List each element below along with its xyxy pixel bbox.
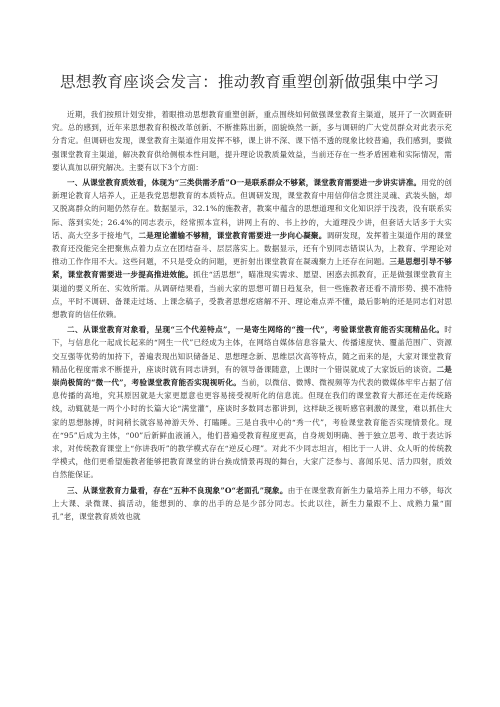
paragraph [52, 176, 452, 321]
bold-text: 一、从课堂教育质效看，体现为“三类供需矛盾”O一是联系群众不够紧，课堂教育需要进一步讲实讲准。 [67, 178, 422, 188]
document-title: 思想教育座谈会发言：推动教育重塑创新做强集中学习 [60, 73, 440, 91]
paragraph [52, 108, 452, 174]
body-text: 抓住“活思想”，瞄准现实需求、愿望、困惑去抓教育，正是做强课堂教育主渠道的要义所在、实效所需。从调研结果看，当前大家的思想可谓日趋复杂，但一些施教者还看不清形势、摸不准特点，平时不调研、备课走过场、上课念稿子，受教者思想疙瘩解不开、理论难点弄不懂，最后影响的还是同志们对思想教育的信任依赖。 [52, 270, 452, 320]
body-text: 当前，以微信、微博、微视频等为代表的微媒体牢牢占据了信息传播的高地，究其原因就是大家更愿意也更容易接受视听化的信息流。但现在我们的课堂教育大都还在走传统路线，动辄就是一两个小时的长篇大论“满堂灌”，座谈时多数同志都讲到，这样缺乏视听感官刺激的课堂，难以抓住大家的思想脉搏，时间稍长就容易神游天外、打瞌睡。三是自我中心的“秀一代”，考验课堂教育能否实现情景化。 [52, 378, 452, 427]
bold-text: 三、从课堂教育力量看，存在“五种不良现象”O“老面孔”现象。 [67, 485, 288, 495]
body-text: 现在“95”后成为主体，“00”后新鲜血液涌入，他们普遍受教育程度更高，自身规划明确、善于独立思考、敢于表达诉求，对传统教育课堂上“你讲我听”的教学模式存在“逆反心理”。对此不少同志坦言，相比于一人讲、众人听的传统教学模式，他们更希望施教者能够把教育课堂的讲台换成情景再现的舞台，大家广泛参与、喜闻乐见、活力四射，质效自然能保证。 [52, 417, 452, 480]
body-text: 近期，我们按照计划安排，着眼推动思想教育重塑创新，重点围绕如何做强课堂教育主渠道，展开了一次调查研究。总的感到，近年来思想教育积极改革创新、不断推陈出新，面貌焕然一新，多与调研的广大党员群众对此表示充分肯定。但调研也发现，课堂教育主渠道作用发挥不够，课上讲不深、课下悟不透的现象比较普遍，我们感到，要做强课堂教育主渠道，解决教育供给侧根本性问题，提升理论说教质量效益，当前还存在一些矛盾困难和实际情况，需要认真加以研究解决。主要有以下3个方面： [52, 110, 452, 172]
body-text: 用党的创新理论教育人培养人，正是我党思想教育的本质特点。但调研发现，课堂教育中用信仰信念贯注灵魂、武装头脑，却又脱离群众的问题仍然存在。数据显示，32.1%的施教者，教案中蕴含的思想道理和文化知识浮于浅表，没有联系实际、落到实处；26.4%的同志表示，经常照本宣科，讲网上有的、书上抄的，大道理没少讲，但套话大话多于大实话、高大空多于接地气， [52, 178, 452, 240]
body-text: 由于在课堂教育新生力量培养上用力不够，每次上大课、录微课、搞活动，能想到的、拿的出手的总是少部分同志。长此以往，新生力量跟不上、成熟力量“面孔”老，课堂教育质效也就 [52, 485, 452, 522]
document-body [52, 108, 452, 523]
bold-text: 二是理论灌输不够精，课堂教育需要进一步向心凝聚。 [138, 230, 327, 240]
bold-text: 二、从课堂教育对象看，呈现“三个代差特点”，一是寄生网络的“搜一代”，考验课堂教育能否实现精品化。 [67, 325, 445, 335]
paragraph [52, 484, 452, 524]
body-text: 调研发现，发挥着主渠道作用的课堂教育还没能完全把聚焦点着力点立在团结奋斗、层层落实上。数据显示，还有个别同志错误认为，上教育、学理论对推动工作作用不大。这些问题，不只是受众的问题，更折射出课堂教育在凝魂聚力上还存在问题。 [52, 230, 452, 267]
body-text: 时下，与信息化一起成长起来的“网生一代”已经成为主体，在网络自媒体信息容量大、传播速度快、覆盖范围广、资源交互强等优势的加持下，普遍表现出知识储备足、思想理念新、思维层次高等特点，随之而来的是，大家对课堂教育精品化程度需求不断提升，座谈时就有同志讲到，有的领导备课随意，上课时一个错误就成了大家饭后的谈资。 [52, 325, 452, 374]
paragraph [52, 323, 452, 481]
bold-text: 三是思想引导不够紧，课堂教育需要进一步提高推进效能。 [52, 257, 452, 280]
bold-text: 二是崇尚极简的“微一代”，考验课堂教育能否实现视听化。 [52, 364, 452, 388]
